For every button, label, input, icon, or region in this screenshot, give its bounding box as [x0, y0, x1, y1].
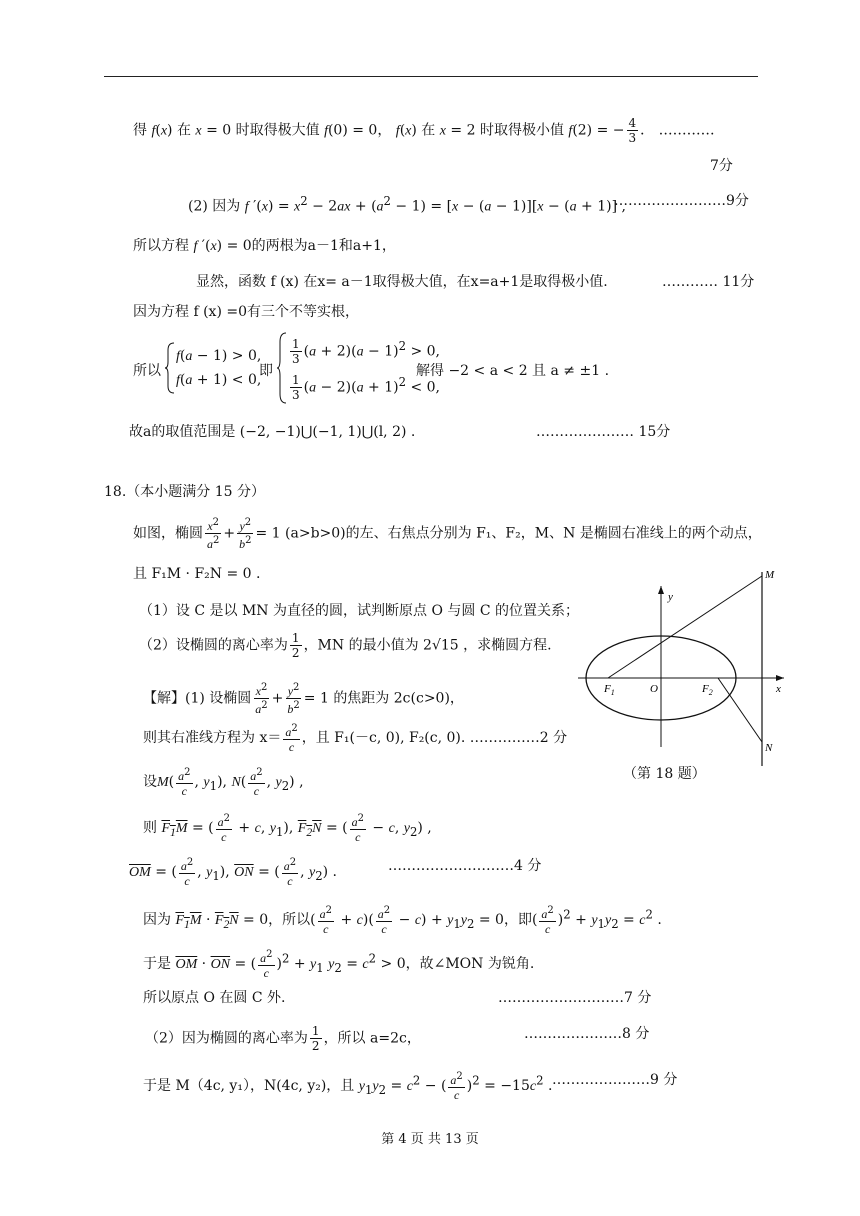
- text-de: 得: [133, 122, 147, 139]
- text-suoyi: 所以: [133, 363, 161, 379]
- q18-part1: （1）设 C 是以 MN 为直径的圆，试判断原点 O 与圆 C 的位置关系；: [139, 603, 579, 619]
- text-q18-l1b: (a>b>0)的左、右焦点分别为 F₁、F₂，M、N 是椭圆右准线上的两个动点，: [285, 525, 762, 542]
- q18-part2: （2）设椭圆的离心率为 $\frac{1}{2}$ ，MN 的最小值为 2√15 ，求椭圆方程.: [139, 631, 552, 660]
- text-p2-b: ，所以 a=2c，: [323, 1030, 421, 1047]
- figure-caption: （第 18 题）: [623, 766, 706, 782]
- q18-title: 18.（本小题满分 15 分）: [104, 484, 265, 500]
- text-zai2: 在: [421, 122, 436, 139]
- text-directrix-a: 则其右准线方程为 x＝: [143, 730, 282, 746]
- text-dots: ． …………: [640, 122, 715, 139]
- x-axis-arrow-icon: [776, 675, 784, 681]
- y-axis-arrow-icon: [658, 586, 664, 594]
- line-F1M: [608, 576, 762, 678]
- text-q18-p2a: （2）设椭圆的离心率为: [139, 637, 288, 654]
- score-7a: 7分: [710, 158, 733, 174]
- text-line-derivative: (2) 因为 f $'(x) = x^2 - 2ax + (a^2 - 1) = [x - (a - 1)][x - (a + 1)]$ ,: [188, 194, 626, 215]
- text-then: 则: [143, 820, 157, 836]
- label-y: y: [668, 591, 673, 603]
- text-yuse-b: ，故∠MON 为锐角.: [405, 956, 535, 972]
- q18-line2: 且 F₁M · F₂N = 0 .: [133, 566, 261, 582]
- text-range: 故a的取值范围是 (−2, −1)⋃(−1, 1)⋃(l, 2) .: [129, 424, 416, 440]
- text-line-three-roots: 因为方程 f (x) =0有三个不等实根，: [133, 304, 359, 320]
- text-line-extrema: 得 f(x) 在 x = 0 时取得极大值 f(0) = 0， f(x) 在 x = 2 时取得极小值 f(2) = − $\frac{4}{3}$ ． …………: [133, 116, 715, 145]
- label-x: x: [776, 683, 781, 695]
- text-line-obvious: 显然，函数 f (x) 在x= a－1取得极大值，在x=a+1是取得极小值.: [196, 274, 608, 290]
- text-ji: 即: [259, 363, 273, 379]
- text-directrix-b: ，且 F₁(－c, 0), F₂(c, 0). ……………2 分: [301, 730, 568, 746]
- ellipse-figure: [570, 560, 800, 775]
- label-F1: $F_1$: [604, 683, 615, 697]
- label-F2: $F_2$: [702, 683, 713, 697]
- header-rule: [104, 76, 758, 77]
- text-roots: 的两根为a－1和a+1，: [251, 238, 396, 254]
- label-N: N: [765, 742, 773, 754]
- solution-because: 因为 $F_1M \cdot F_2N = 0$，所以( $\frac{a^2}{c}$ + c)( $\frac{a^2}{c}$ − $c) + y_1y_2 = 0$，即( $\frac{a^2}{c}$ )$^2 + y_1y_2 = c^2$ .: [143, 905, 662, 936]
- solution-last: 于是 M（4c, y₁），N(4c, y₂)，且 $y_1y_2 = c^2$ − ( $\frac{a^2}{c}$ )$^2 = -15c^2$ .: [143, 1071, 553, 1102]
- brace-left-icon: [164, 342, 176, 394]
- cases-right: $\frac{1}{3}$ $(a + 2)(a - 1)^2 > 0$, $\frac{1}{3}$ $(a - 2)(a + 1)^2 < 0$,: [276, 332, 288, 408]
- solution-outside: 所以原点 O 在圆 C 外.: [143, 990, 286, 1006]
- dots-8: …………………8 分: [524, 1026, 650, 1042]
- text-q18-p2b: ，MN 的最小值为 2√15 ，求椭圆方程.: [303, 637, 552, 654]
- text-q18-l1a: 如图，椭圆: [133, 525, 203, 542]
- text-last-a: 于是 M（4c, y₁），N(4c, y₂)，且: [143, 1078, 355, 1094]
- text-min: 时取得极小值: [479, 122, 564, 139]
- line-F2N: [718, 678, 762, 742]
- solution-line1: 【解】(1) 设椭圆 $\frac{x^2}{a^2}$ + $\frac{y^2}{b^2}$ = 1 的焦距为 2c(c>0)，: [143, 682, 464, 716]
- text-because-c: ，即: [503, 912, 532, 928]
- text-max: 时取得极大值: [235, 122, 320, 139]
- text-because-b: ，所以: [268, 912, 311, 928]
- text-solve: 解得 −2 < a < 2 且 a ≠ ±1 .: [416, 363, 610, 379]
- text-comma: ，: [377, 122, 392, 139]
- cases-left: f(a − 1) > 0, f(a + 1) < 0,: [164, 342, 176, 398]
- text-yuse-a: 于是: [143, 956, 171, 972]
- dots-7b: ………………………7 分: [498, 990, 652, 1006]
- solution-vectors: 则 $F_1M$ = ( $\frac{a^2}{c}$ + c, $y_1$), $F_2N$ = ( $\frac{a^2}{c}$ − c, $y_2$) ,: [143, 813, 432, 844]
- label-M: M: [765, 569, 775, 581]
- solution-part2: （2）因为椭圆的离心率为 $\frac{1}{2}$ ，所以 a=2c，: [145, 1024, 421, 1053]
- text-part2-label: (2) 因为: [188, 198, 241, 215]
- dots-4: ………………………4 分: [388, 858, 542, 874]
- text-line-roots: 所以方程 f ′(x) = 0的两根为a－1和a+1，: [133, 238, 396, 254]
- fraction-4-3: $\frac{4}{3}$: [628, 116, 637, 145]
- brace-right-icon: [276, 332, 288, 404]
- dots-9b: …………………9 分: [552, 1072, 678, 1088]
- dots-9: ……………………9分: [614, 193, 749, 209]
- label-O: O: [650, 683, 658, 695]
- solution-directrix: 则其右准线方程为 x＝ $\frac{a^2}{c}$ ，且 F₁(－c, 0), F₂(c, 0). ……………2 分: [143, 723, 568, 754]
- dots-15: ………………… 15分: [536, 424, 671, 440]
- text-because-a: 因为: [143, 912, 171, 928]
- text-roots-prefix: 所以方程: [133, 238, 189, 254]
- solution-yuse: 于是 $\overline{OM} \cdot \overline{ON}$ = ( $\frac{a^2}{c}$ )$^2 + y_1$ $y_2 = c^2 > 0$，故∠MON 为锐角.: [143, 949, 535, 980]
- text-sol-b: 的焦距为 2c(c>0)，: [333, 690, 464, 707]
- solution-setM: 设M( $\frac{a^2}{c}$ , $y_1$), N( $\frac{a^2}{c}$ , $y_2$) ,: [143, 767, 304, 798]
- text-setM: 设: [143, 774, 157, 790]
- solution-om-on: $\overline{OM}$ = ( $\frac{a^2}{c}$ , $y_1$), $\overline{ON}$ = ( $\frac{a^2}{c}$ , $y_2$) .: [129, 857, 338, 888]
- text-p2-a: （2）因为椭圆的离心率为: [145, 1030, 308, 1047]
- text-sol-a: 【解】(1) 设椭圆: [143, 690, 252, 707]
- page-footer: 第 4 页 共 13 页: [381, 1132, 479, 1147]
- dots-11: ………… 11分: [662, 274, 755, 290]
- text-zai: 在: [176, 122, 191, 139]
- q18-line1: 如图，椭圆 $\frac{x^2}{a^2}$ + $\frac{y^2}{b^2}$ = 1 (a>b>0)的左、右焦点分别为 F₁、F₂，M、N 是椭圆右准线上的两个动点，: [133, 517, 762, 551]
